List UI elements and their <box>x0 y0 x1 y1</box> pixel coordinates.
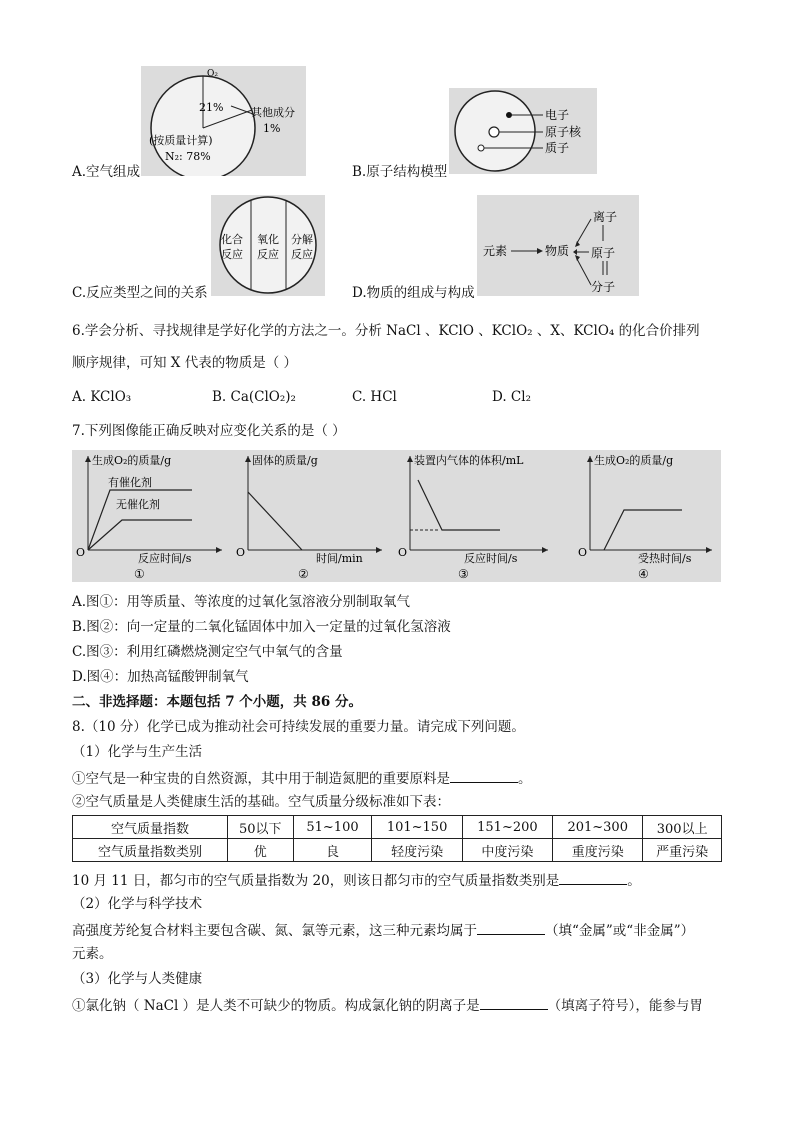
nucleus-label: 原子核 <box>545 125 582 139</box>
graph-1 <box>76 453 222 581</box>
q8-after-table-end: 。 <box>627 873 641 889</box>
q8-part3-text-a: ①氯化钠（ NaCl ）是人类不可缺少的物质。构成氯化钠的阴离子是 <box>72 998 480 1014</box>
q6-stem-line2: 顺序规律，可知 X 代表的物质是（ ） <box>72 355 297 371</box>
graph3-num: ③ <box>458 567 469 581</box>
q8-part2-heading: （2）化学与科学技术 <box>72 896 203 912</box>
q8-part2-text-b: （填“金属”或“非金属”） <box>545 923 695 939</box>
q8-part1-item1 <box>72 768 532 788</box>
graph1-curve1: 有催化剂 <box>108 476 152 489</box>
graph3-xlabel: 反应时间/s <box>464 552 518 565</box>
table-cell: 严重污染 <box>643 839 722 862</box>
graph4-xlabel: 受热时间/s <box>638 552 692 565</box>
table-cell: 优 <box>228 839 294 862</box>
graph-4 <box>578 453 712 581</box>
electron-label: 电子 <box>545 108 570 122</box>
answer-blank-4[interactable] <box>480 995 548 1010</box>
n2-label: N₂: 78% <box>165 150 211 163</box>
table-cell: 轻度污染 <box>372 839 462 862</box>
table-cell: 151~200 <box>462 816 552 839</box>
graphs-diagram <box>72 450 721 582</box>
q6-option-c: C. HCl <box>352 389 397 405</box>
graph4-origin: O <box>578 546 588 559</box>
figure-atom-model <box>449 88 597 174</box>
graph1-xlabel: 反应时间/s <box>138 552 192 565</box>
figure-composition <box>477 195 639 296</box>
q8-part3-text <box>72 995 703 1015</box>
table-cell: 51~100 <box>293 816 372 839</box>
graph1-curve2: 无催化剂 <box>116 498 160 511</box>
combination-label-1: 化合 <box>221 233 243 246</box>
o2-label: O₂ <box>207 69 218 79</box>
q6-stem-line1: 6.学会分析、寻找规律是学好化学的方法之一。分析 NaCl 、KClO 、KClO₂ 、X、KClO₄ 的化合价排列 <box>72 323 700 339</box>
graph1-origin: O <box>76 546 86 559</box>
table-cell: 201~300 <box>553 816 643 839</box>
oxidation-label-2: 反应 <box>257 248 279 261</box>
table-cell: 重度污染 <box>553 839 643 862</box>
element-label: 元素 <box>483 244 508 258</box>
decomposition-label-2: 反应 <box>291 248 313 261</box>
table-cell: 300以上 <box>643 816 722 839</box>
decomposition-label-1: 分解 <box>291 233 313 246</box>
table-cell: 101~150 <box>372 816 462 839</box>
table-row <box>73 816 722 839</box>
atom-diagram <box>449 88 597 174</box>
graph1-num: ① <box>134 567 145 581</box>
graph-3 <box>398 453 548 581</box>
q8-part1-heading: （1）化学与生产生活 <box>72 744 203 760</box>
q8-part1-item1-text: ①空气是一种宝贵的自然资源，其中用于制造氮肥的重要原料是 <box>72 771 450 787</box>
graph2-num: ② <box>298 567 309 581</box>
q7-stem: 7.下列图像能正确反映对应变化关系的是（ ） <box>72 423 346 439</box>
q6-option-b: B. Ca(ClO₂)₂ <box>212 389 296 405</box>
table-row <box>73 839 722 862</box>
molecule-label: 分子 <box>591 280 616 294</box>
table-cell: 良 <box>293 839 372 862</box>
pct21-label: 21% <box>199 101 224 114</box>
reaction-types-diagram <box>211 195 325 296</box>
answer-blank-1[interactable] <box>450 768 518 783</box>
answer-blank-3[interactable] <box>477 920 545 935</box>
proton-label: 质子 <box>545 141 570 155</box>
graph4-ylabel: 生成O₂的质量/g <box>594 454 674 467</box>
composition-diagram <box>477 195 639 296</box>
figure-four-graphs <box>72 450 721 582</box>
substance-label: 物质 <box>545 244 570 258</box>
graph3-origin: O <box>398 546 408 559</box>
q8-stem: 8.（10 分）化学已成为推动社会可持续发展的重要力量。请完成下列问题。 <box>72 719 525 735</box>
q8-part3-text-b: （填离子符号），能参与胃 <box>547 998 703 1014</box>
q8-after-table-text: 10 月 11 日，都匀市的空气质量指数为 20，则该日都匀市的空气质量指数类别是 <box>72 873 560 889</box>
oxidation-label-1: 氧化 <box>257 233 279 246</box>
figure-air-composition <box>141 66 306 176</box>
table-cell: 中度污染 <box>462 839 552 862</box>
q7-option-b: B.图②：向一定量的二氧化锰固体中加入一定量的过氧化氢溶液 <box>72 619 451 635</box>
q8-part1-item1-end: 。 <box>518 771 532 787</box>
q8-part3-heading: （3）化学与人类健康 <box>72 971 203 987</box>
option-a-label: A.空气组成 <box>72 164 141 180</box>
option-c-label: C.反应类型之间的关系 <box>72 285 208 301</box>
q6-option-a: A. KClO₃ <box>72 389 132 405</box>
q8-part2-text-end: 元素。 <box>72 946 113 962</box>
figure-reaction-types <box>211 195 325 296</box>
q8-after-table <box>72 870 641 890</box>
graph3-ylabel: 装置内气体的体积/mL <box>414 454 524 467</box>
q8-part1-item2: ②空气质量是人类健康生活的基础。空气质量分级标准如下表： <box>72 794 450 810</box>
graph2-xlabel: 时间/min <box>316 552 363 565</box>
ion-label: 离子 <box>593 210 618 224</box>
section-2-heading: 二、非选择题：本题包括 7 个小题，共 86 分。 <box>72 694 362 710</box>
graph2-ylabel: 固体的质量/g <box>252 454 318 467</box>
table-cell: 50以下 <box>228 816 294 839</box>
atom-label: 原子 <box>591 246 616 260</box>
answer-blank-2[interactable] <box>559 870 627 885</box>
air-pie-diagram <box>141 66 306 176</box>
option-d-label: D.物质的组成与构成 <box>352 285 475 301</box>
option-b-label: B.原子结构模型 <box>352 164 448 180</box>
combination-label-2: 反应 <box>221 248 243 261</box>
q7-option-a: A.图①：用等质量、等浓度的过氧化氢溶液分别制取氧气 <box>72 594 411 610</box>
table-cell: 空气质量指数类别 <box>73 839 228 862</box>
q7-option-c: C.图③：利用红磷燃烧测定空气中氧气的含量 <box>72 644 343 660</box>
q7-option-d: D.图④：加热高锰酸钾制氧气 <box>72 669 249 685</box>
table-cell: 空气质量指数 <box>73 816 228 839</box>
other-pct-label: 1% <box>263 122 281 135</box>
q8-part2-text <box>72 920 694 940</box>
graph-2 <box>236 453 382 581</box>
graph1-ylabel: 生成O₂的质量/g <box>92 454 172 467</box>
q8-part2-text-a: 高强度芳纶复合材料主要包含碳、氮、氯等元素，这三种元素均属于 <box>72 923 477 939</box>
graph4-num: ④ <box>638 567 649 581</box>
q6-option-d: D. Cl₂ <box>492 389 531 405</box>
note-label: (按质量计算) <box>149 134 213 147</box>
graph2-origin: O <box>236 546 246 559</box>
other-label: 其他成分 <box>251 106 295 119</box>
air-quality-table <box>72 815 722 862</box>
